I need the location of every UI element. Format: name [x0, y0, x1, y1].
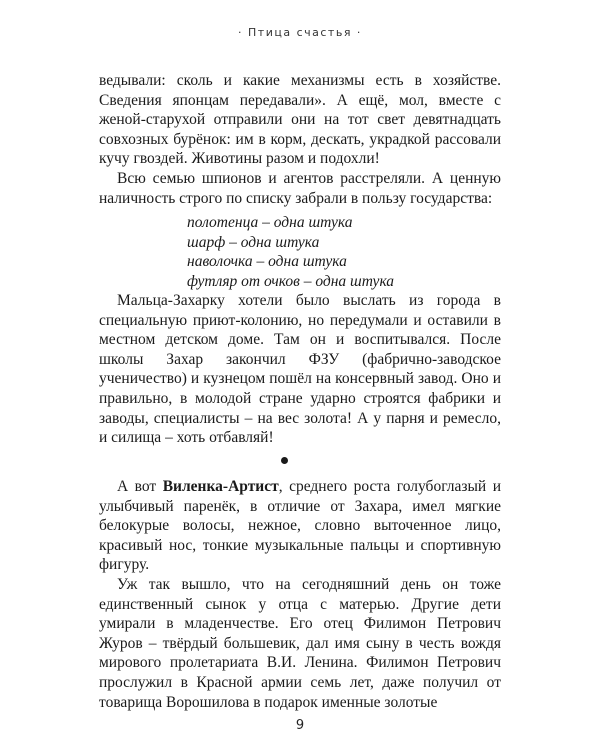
text-block-section [99, 477, 501, 575]
paragraph: Всю семью шпионов и агентов расстреляли. А ценную наличность строго по списку забрали в пользу государства: [99, 169, 501, 207]
text-block-bottom [99, 575, 501, 712]
paragraph: Уж так вышло, что на сегодняшний день он тоже единственный сынок у отца с матерью. Другие дети умирали в младенчестве. Его отец Филимон Петрович Журов – твёрдый большевик, дал имя сыну в честь вождя мирового пролетариата В.И. Ленина. Филимон Петрович прослужил в Красной армии семь лет, даже получил от товарища Ворошилова в подарок именные золотые [99, 576, 501, 711]
paragraph-lead: А вот [117, 478, 163, 495]
paragraph-rest: , среднего роста голубоглазый и улыбчивый паренёк, в отличие от Захара, имел мягкие белокурые волосы, нежное, словно выточенное лицо, красивый нос, тонкие музыкальные пальцы и спортивную фигуру. [99, 478, 501, 574]
paragraph: ведывали: сколь и какие механизмы есть в хозяйстве. Сведения японцам передавали». А ещё, мол, вместе с женой-старухой отправили они на тот свет девятнадцать совхозных бурёнок: им в корм, дескать, украдкой рассовали кучу гвоздей. Животины разом и подохли! [99, 72, 501, 168]
text-block-middle [99, 291, 501, 448]
text-block-top [99, 71, 501, 208]
paragraph: Мальца-Захарку хотели было выслать из города в специальную приют-колонию, но передумали и оставили в местном детском доме. Там он и воспитывался. После школы Захар закончил ФЗУ (фабрично-заводское ученичество) и кузнецом пошёл на консервный завод. Оно и правильно, в молодой стране ударно строятся фабрики и заводы, специалисты – на вес золота! А у парня и ремесло, и силища – хоть отбавляй! [99, 292, 501, 447]
running-head: · Птица счастья · [238, 26, 362, 39]
character-name: Виленка-Артист [162, 478, 279, 495]
page-number: 9 [295, 718, 305, 733]
section-separator-bullet [281, 457, 288, 464]
list-item: полотенца – одна штука [187, 214, 353, 231]
list-item: наволочка – одна штука [187, 253, 347, 271]
paragraph [99, 477, 501, 575]
inventory-list [187, 213, 394, 292]
list-item: футляр от очков – одна штука [187, 273, 395, 291]
list-item: шарф – одна штука [187, 233, 320, 251]
